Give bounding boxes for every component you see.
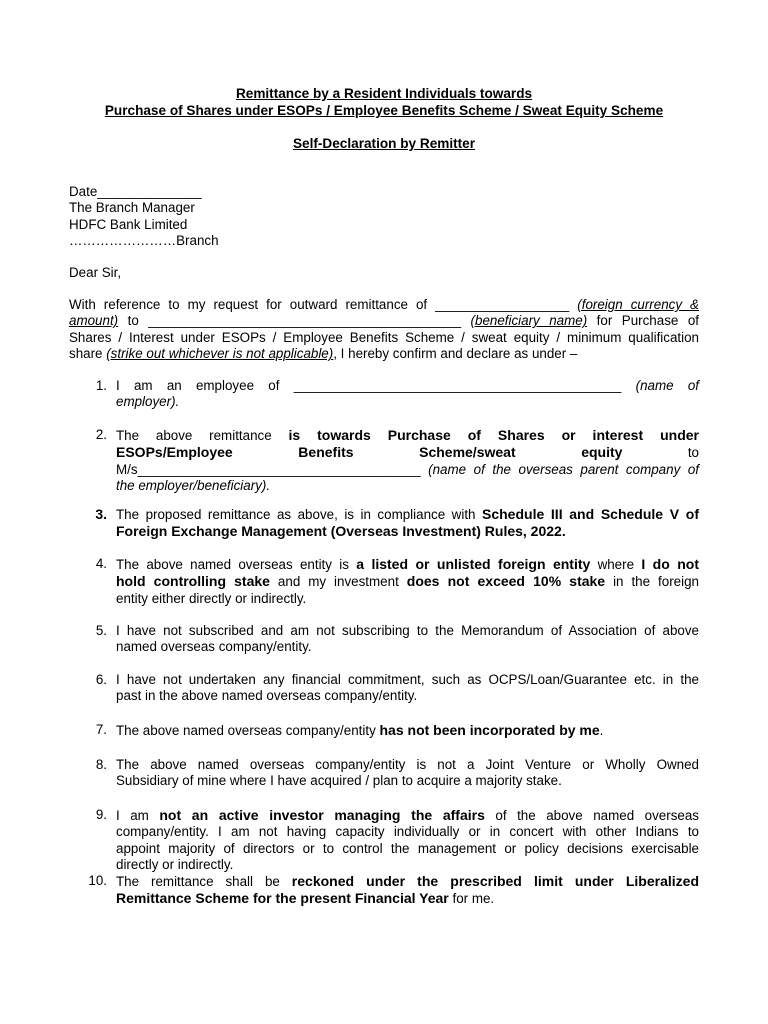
item-bold-b: reckoned under the prescribed limit under Liberalized — [291, 873, 699, 889]
item-line — [116, 427, 699, 444]
salutation: Dear Sir, — [69, 265, 122, 280]
item-line — [116, 444, 699, 461]
recipient-line: The Branch Manager — [69, 200, 195, 216]
item-text — [116, 623, 699, 656]
bank-name-line: HDFC Bank Limited — [69, 216, 188, 232]
item-line — [116, 873, 699, 890]
item-text-a: I have not undertaken any financial commitment, such as OCPS/Loan/Guarantee etc. in the — [116, 672, 699, 687]
item-bold-b2: Remittance Scheme for the present Financial Year — [116, 890, 449, 907]
item-number: 1. — [95, 378, 107, 393]
item-bold-b2: Foreign Exchange Management (Overseas Investment) Rules, 2022. — [116, 523, 566, 540]
item-number: 3. — [95, 506, 107, 522]
item-line — [116, 890, 699, 907]
document-subtitle: Self-Declaration by Remitter — [292, 136, 476, 151]
item-text-d: company/entity. I am not having capacity individually or in concert with other Indians to — [116, 824, 699, 840]
item-bold-b: is towards Purchase of Shares or interest under — [288, 427, 699, 443]
item-number: 6. — [95, 672, 107, 687]
item-text-a: I have not subscribed and am not subscribing to the Memorandum of Association of above — [116, 623, 699, 638]
item-text-c: where — [590, 557, 642, 572]
item-line — [116, 573, 699, 590]
company-hint-cont: the employer/beneficiary). — [116, 478, 271, 494]
item-text-a: The above remittance — [116, 428, 289, 443]
date-field: Date______________ — [69, 184, 202, 199]
item-text-d: M/s — [116, 461, 138, 477]
intro-text-2: to — [118, 313, 149, 329]
item-text-g: in the foreign — [605, 574, 699, 590]
item-text-a: I am an employee of — [116, 378, 294, 393]
item-text-h: entity either directly or indirectly. — [116, 590, 307, 606]
item-text-a2: Subsidiary of mine where I have acquired / plan to acquire a majority stake. — [116, 773, 562, 789]
intro-line-2 — [69, 313, 699, 329]
item-number: 8. — [95, 757, 107, 772]
item-text-a: The above named overseas company/entity — [116, 723, 380, 738]
address-block — [69, 184, 219, 250]
item-text-a: The above named overseas entity is — [116, 557, 357, 572]
strike-out-hint: (strike out whichever is not applicable) — [106, 346, 334, 362]
item-text-a: I am — [116, 808, 160, 823]
item-line — [116, 462, 699, 478]
employer-hint: (name of — [635, 378, 699, 393]
item-text-f: directly or indirectly. — [116, 857, 234, 873]
item-bold-b: a listed or unlisted foreign entity — [356, 556, 591, 572]
item-text-e: appoint majority of directors or to control the management or policy decisions exercisable — [116, 840, 699, 856]
item-bold-f: does not exceed 10% stake — [406, 573, 606, 590]
document-title-line-2: Purchase of Shares under ESOPs / Employee Benefits Scheme / Sweat Equity Scheme — [104, 103, 664, 118]
item-text — [116, 757, 699, 790]
item-text — [116, 378, 699, 411]
item-text — [116, 873, 699, 908]
item-text — [116, 427, 699, 495]
employer-hint-cont: employer). — [116, 394, 180, 410]
branch-line: ……………………Branch — [69, 233, 219, 249]
intro-line-1 — [69, 297, 699, 313]
beneficiary-blank: __________________________________________ — [148, 313, 462, 329]
amount-hint-cont: amount) — [69, 313, 119, 329]
beneficiary-hint: (beneficiary name) — [470, 313, 588, 329]
item-text-a2: past in the above named overseas company/entity. — [116, 688, 418, 704]
intro-text-1: With reference to my request for outward remittance of — [69, 297, 436, 312]
item-number: 2. — [95, 427, 107, 442]
item-text-e: and my investment — [269, 574, 407, 590]
item-line — [116, 722, 699, 739]
item-bold-d: I do not — [641, 556, 699, 572]
company-blank: ______________________________________ — [137, 461, 421, 477]
item-text-c: for me. — [448, 891, 495, 907]
item-text-c: to — [622, 445, 700, 461]
item-line — [116, 378, 699, 394]
amount-blank: __________________ — [435, 297, 570, 312]
document-title-line-1: Remittance by a Resident Individuals towards — [235, 86, 533, 101]
item-number: 5. — [95, 623, 107, 638]
item-text — [116, 807, 699, 874]
item-bold-b2: ESOPs/Employee Benefits Scheme/sweat equity — [116, 444, 623, 461]
item-text — [116, 556, 699, 607]
item-line — [116, 807, 699, 824]
item-bold-d2: hold controlling stake — [116, 573, 270, 590]
item-bold-b: has not been incorporated by me — [379, 722, 600, 738]
item-line — [116, 506, 699, 523]
intro-text-5: share — [69, 346, 107, 362]
item-text-c: of the above named overseas — [484, 808, 699, 823]
item-bold-b: not an active investor managing the affairs — [159, 807, 485, 823]
intro-line-4 — [69, 346, 699, 362]
item-text — [116, 722, 699, 739]
item-number: 7. — [95, 722, 107, 737]
item-text-a2: named overseas company/entity. — [116, 639, 312, 655]
amount-hint: (foreign currency & — [577, 297, 699, 312]
item-text — [116, 506, 699, 540]
item-number: 9. — [95, 807, 107, 822]
item-text-c: . — [599, 723, 604, 738]
item-number: 10. — [88, 873, 107, 888]
employer-blank: ____________________________________________ — [293, 378, 622, 393]
item-text-a: The proposed remittance as above, is in compliance with — [116, 507, 482, 522]
company-hint: (name of the overseas parent company of — [428, 461, 699, 477]
item-text-a: The above named overseas company/entity is not a Joint Venture or Wholly Owned — [116, 757, 699, 772]
item-line — [116, 556, 699, 573]
intro-paragraph — [69, 297, 699, 363]
item-number: 4. — [95, 556, 107, 571]
intro-text-6: , I hereby confirm and declare as under – — [333, 346, 578, 362]
item-text-a: The remittance shall be — [116, 874, 292, 889]
item-bold-b: Schedule III and Schedule V of — [482, 506, 699, 522]
item-text — [116, 672, 699, 705]
intro-text-3: for Purchase of — [587, 313, 699, 329]
intro-line-3: Shares / Interest under ESOPs / Employee Benefits Scheme / sweat equity / minimum qualification — [69, 329, 699, 345]
